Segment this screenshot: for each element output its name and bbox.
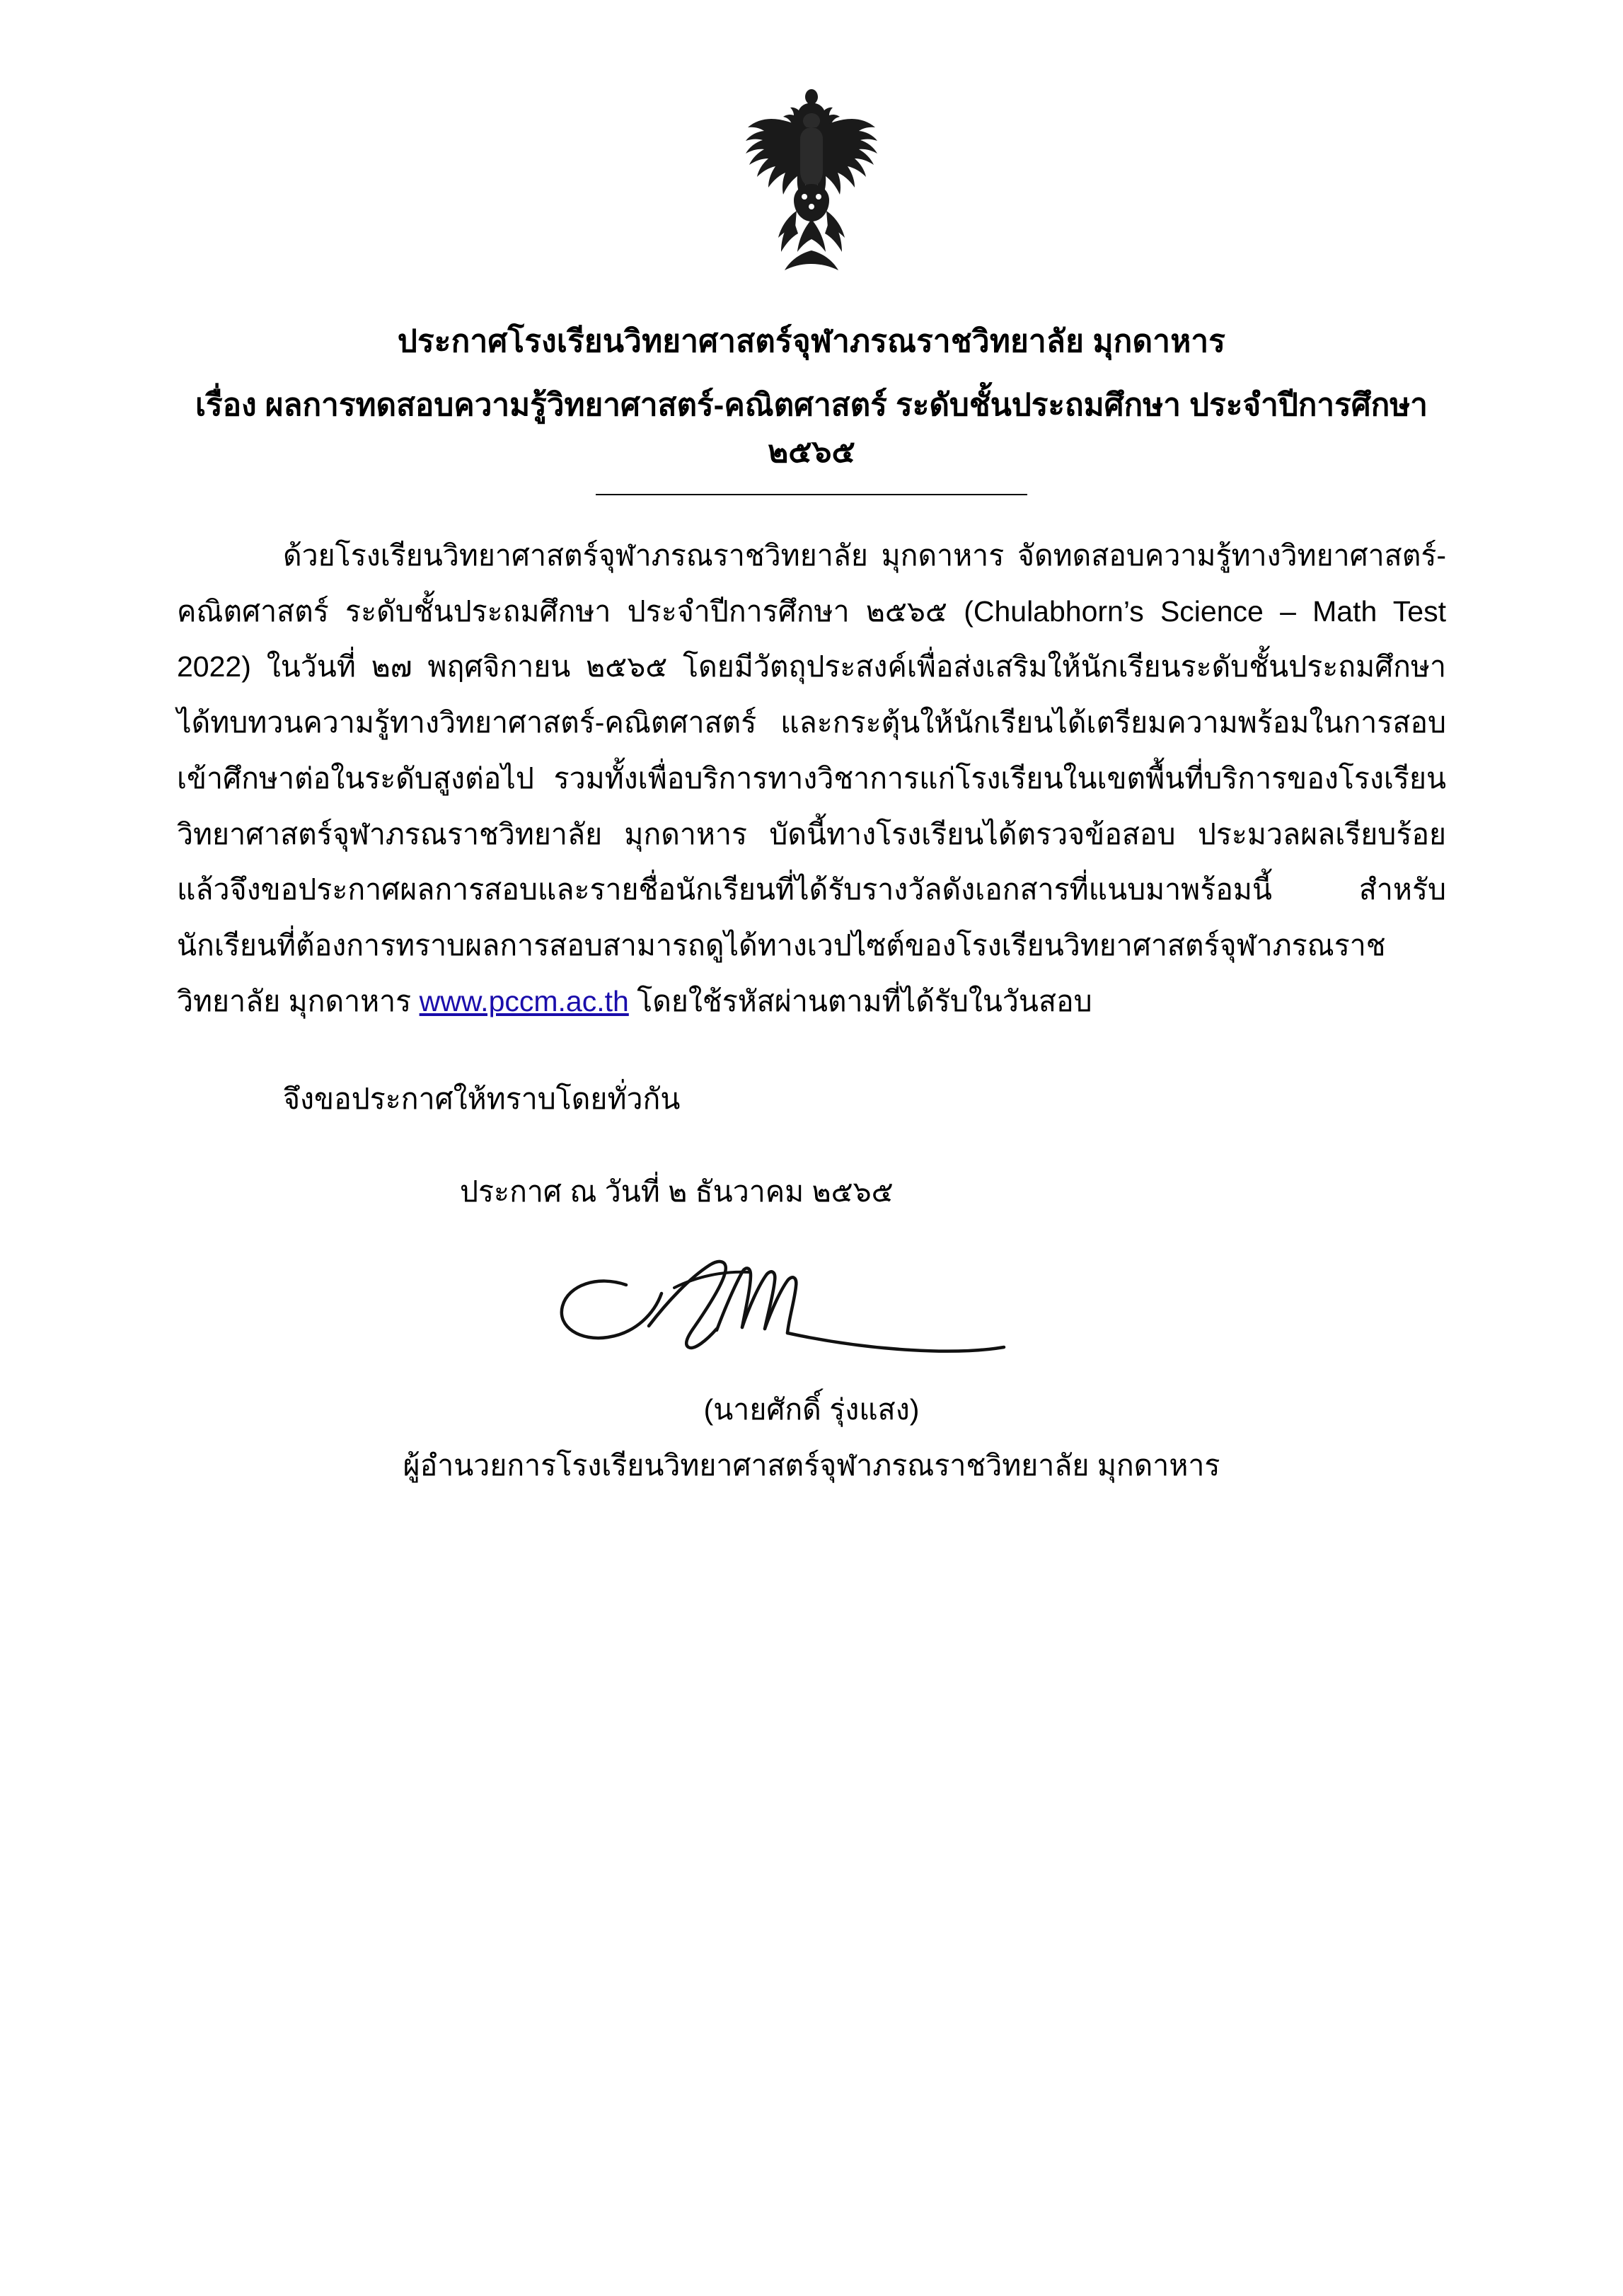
signature-container [177, 1241, 1446, 1383]
horizontal-rule [596, 494, 1027, 495]
website-link[interactable]: www.pccm.ac.th [419, 984, 629, 1017]
heading-line-1: ประกาศโรงเรียนวิทยาศาสตร์จุฬาภรณราชวิทยาลัย มุกดาหาร [397, 324, 1226, 359]
heading-divider-container [177, 494, 1446, 495]
garuda-emblem [737, 78, 886, 290]
document-body [177, 528, 1446, 1220]
document-heading [177, 318, 1446, 475]
signatory-title: ผู้อำนวยการโรงเรียนวิทยาศาสตร์จุฬาภรณราชวิทยาลัย มุกดาหาร [403, 1448, 1220, 1482]
handwritten-signature [543, 1241, 1080, 1383]
closing-paragraph: จึงขอประกาศให้ทราบโดยทั่วกัน [283, 1083, 681, 1116]
emblem-container [177, 0, 1446, 290]
heading-line-2: เรื่อง ผลการทดสอบความรู้วิทยาศาสตร์-คณิตศาสตร์ ระดับชั้นประถมศึกษา ประจำปีการศึกษา ๒๕๖๕ [195, 388, 1428, 469]
paragraph-main [177, 528, 1446, 1029]
signatory-name: (นายศักดิ์ รุ่งแสง) [703, 1392, 920, 1426]
paragraph-main-part1: ด้วยโรงเรียนวิทยาศาสตร์จุฬาภรณราชวิทยาลัย มุกดาหาร จัดทดสอบความรู้ทางวิทยาศาสตร์-คณิตศาสตร์ ระดับชั้นประถมศึกษา ประจำปีการศึกษา ๒๕๖๕ (Chulabhorn’s Science – Math Test 2022) ในวันที่ ๒๗ พฤศจิกายน ๒๕๖๕ โดยมีวัตถุประสงค์เพื่อส่งเสริมให้นักเรียนระดับชั้นประถมศึกษา ได้ทบทวนความรู้ทางวิทยาศาสตร์-คณิตศาสตร์ และกระตุ้นให้นักเรียนได้เตรียมความพร้อมในการสอบเข้าศึกษาต่อในระดับสูงต่อไป รวมทั้งเพื่อบริการทางวิชาการแก่โรงเรียนในเขตพื้นที่บริการของโรงเรียนวิทยาศาสตร์จุฬาภรณราชวิทยาลัย มุกดาหาร บัดนี้ทางโรงเรียนได้ตรวจข้อสอบ ประมวลผลเรียบร้อยแล้วจึงขอประกาศผลการสอบและรายชื่อนักเรียนที่ได้รับรางวัลดังเอกสารที่แนบมาพร้อมนี้ สำหรับนักเรียนที่ต้องการทราบผลการสอบสามารถดูได้ทางเวปไซต์ของโรงเรียนวิทยาศาสตร์จุฬาภรณราชวิทยาลัย มุกดาหาร [177, 539, 1446, 1017]
date-line: ประกาศ ณ วันที่ ๒ ธันวาคม ๒๕๖๕ [460, 1175, 894, 1208]
paragraph-main-part2: โดยใช้รหัสผ่านตามที่ได้รับในวันสอบ [628, 984, 1092, 1017]
